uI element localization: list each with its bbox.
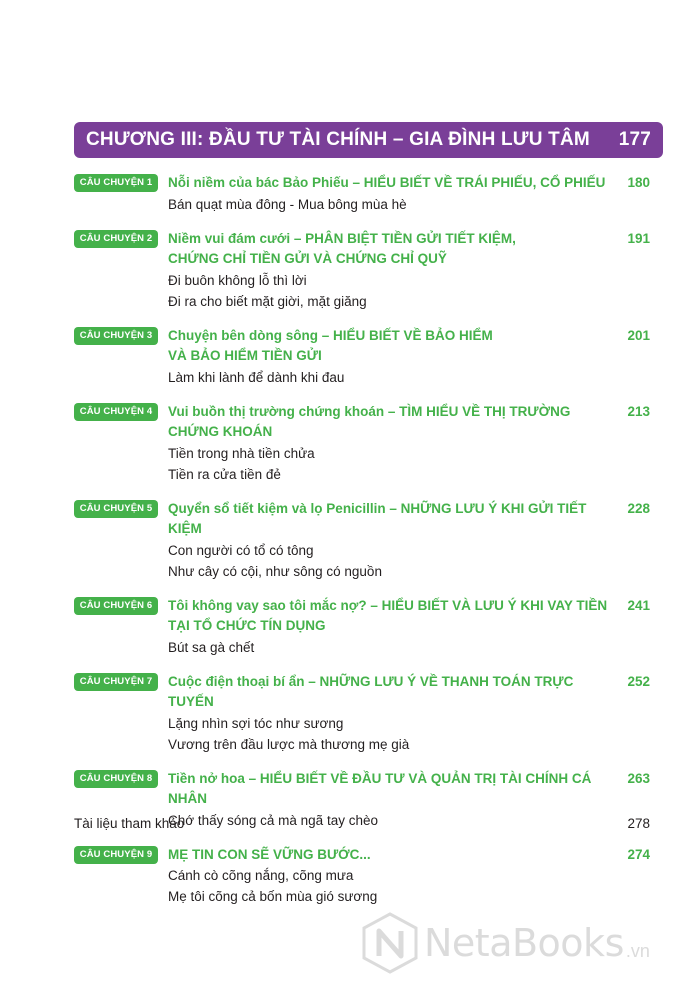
story-line: Làm khi lành để dành khi đau [168, 369, 345, 385]
story-badge: CÂU CHUYỆN 3 [74, 327, 158, 345]
story-title: Cuộc điện thoại bí ẩn – NHỮNG LƯU Ý VỀ THANH TOÁN TRỰC TUYẾN [168, 673, 574, 709]
story-entry-5 [74, 499, 652, 582]
chapter-title: CHƯƠNG III: ĐẦU TƯ TÀI CHÍNH – GIA ĐÌNH LƯU TÂM [86, 129, 590, 150]
story-page-number: 201 [627, 327, 650, 343]
story-line: Mẹ tôi cõng cả bốn mùa gió sương [168, 889, 378, 904]
story-badge: CÂU CHUYỆN 9 [74, 846, 158, 864]
story-page-number: 263 [627, 770, 650, 786]
references-page-number: 278 [627, 816, 650, 831]
story-badge: CÂU CHUYỆN 2 [74, 230, 158, 248]
story-entry-3 [74, 326, 652, 388]
story-page-number: 191 [627, 230, 650, 246]
story-entry-1 [74, 173, 652, 215]
story-line: Đi ra cho biết mặt giời, mặt giăng [168, 293, 367, 309]
watermark [362, 912, 650, 974]
story-title: Vui buồn thị trường chứng khoán – TÌM HIỂU VỀ THỊ TRƯỜNG CHỨNG KHOÁN [168, 403, 571, 439]
story-line: Đi buôn không lỗ thì lời [168, 272, 307, 288]
chapter-page-number: 177 [618, 129, 651, 150]
story-page-number: 274 [627, 846, 650, 862]
story-badge: CÂU CHUYỆN 6 [74, 597, 158, 615]
story-title: Quyển sổ tiết kiệm và lọ Penicillin – NHỮNG LƯU Ý KHI GỬI TIẾT KIỆM [168, 500, 587, 536]
story-line: Bút sa gà chết [168, 639, 255, 655]
story-page-number: 252 [627, 673, 650, 689]
story-line: Chớ thấy sóng cả mà ngã tay chèo [168, 812, 378, 828]
story-line: Lặng nhìn sợi tóc như sương [168, 715, 344, 731]
story-title: Chuyện bên dòng sông – HIỂU BIẾT VỀ BẢO HIỂM VÀ BẢO HIỂM TIỀN GỬI [168, 327, 493, 363]
chapter-heading [74, 122, 663, 158]
story-entry-4 [74, 402, 652, 485]
story-line: Như cây có cội, như sông có nguồn [168, 563, 382, 579]
netabooks-logo-icon [362, 912, 418, 974]
story-title: Tiền nở hoa – HIỂU BIẾT VỀ ĐẦU TƯ VÀ QUẢN TRỊ TÀI CHÍNH CÁ NHÂN [168, 770, 592, 806]
story-list [74, 173, 652, 921]
story-badge: CÂU CHUYỆN 8 [74, 770, 158, 788]
story-entry-9 [74, 845, 652, 908]
watermark-brand: NetaBooks [424, 921, 624, 965]
story-entry-2 [74, 229, 652, 312]
story-page-number: 213 [627, 403, 650, 419]
story-line: Tiền ra cửa tiền đẻ [168, 466, 281, 482]
story-badge: CÂU CHUYỆN 5 [74, 500, 158, 518]
story-badge: CÂU CHUYỆN 4 [74, 403, 158, 421]
story-line: Con người có tổ có tông [168, 542, 314, 558]
story-entry-7 [74, 672, 652, 755]
story-line: Bán quạt mùa đông - Mua bông mùa hè [168, 196, 407, 212]
story-title: Niềm vui đám cưới – PHÂN BIỆT TIỀN GỬI TIẾT KIỆM, CHỨNG CHỈ TIỀN GỬI VÀ CHỨNG CHỈ QUỸ [168, 230, 516, 266]
story-line: Tiền trong nhà tiền chửa [168, 445, 315, 461]
references-entry [74, 816, 650, 831]
watermark-suffix: .vn [625, 941, 650, 961]
story-badge: CÂU CHUYỆN 7 [74, 673, 158, 691]
story-line: Cánh cò cõng nắng, cõng mưa [168, 868, 354, 883]
story-title: Nỗi niềm của bác Bảo Phiếu – HIỂU BIẾT VỀ TRÁI PHIẾU, CỔ PHIẾU [168, 175, 606, 190]
story-page-number: 241 [627, 597, 650, 613]
story-line: Vương trên đầu lược mà thương mẹ già [168, 736, 410, 752]
story-entry-6 [74, 596, 652, 658]
references-label: Tài liệu tham khảo [74, 816, 185, 831]
story-title: MẸ TIN CON SẼ VỮNG BƯỚC... [168, 846, 371, 862]
story-page-number: 228 [627, 500, 650, 516]
story-badge: CÂU CHUYỆN 1 [74, 174, 158, 192]
story-page-number: 180 [627, 175, 650, 190]
story-title: Tôi không vay sao tôi mắc nợ? – HIỂU BIẾT VÀ LƯU Ý KHI VAY TIỀN TẠI TỔ CHỨC TÍN DỤNG [168, 597, 608, 633]
